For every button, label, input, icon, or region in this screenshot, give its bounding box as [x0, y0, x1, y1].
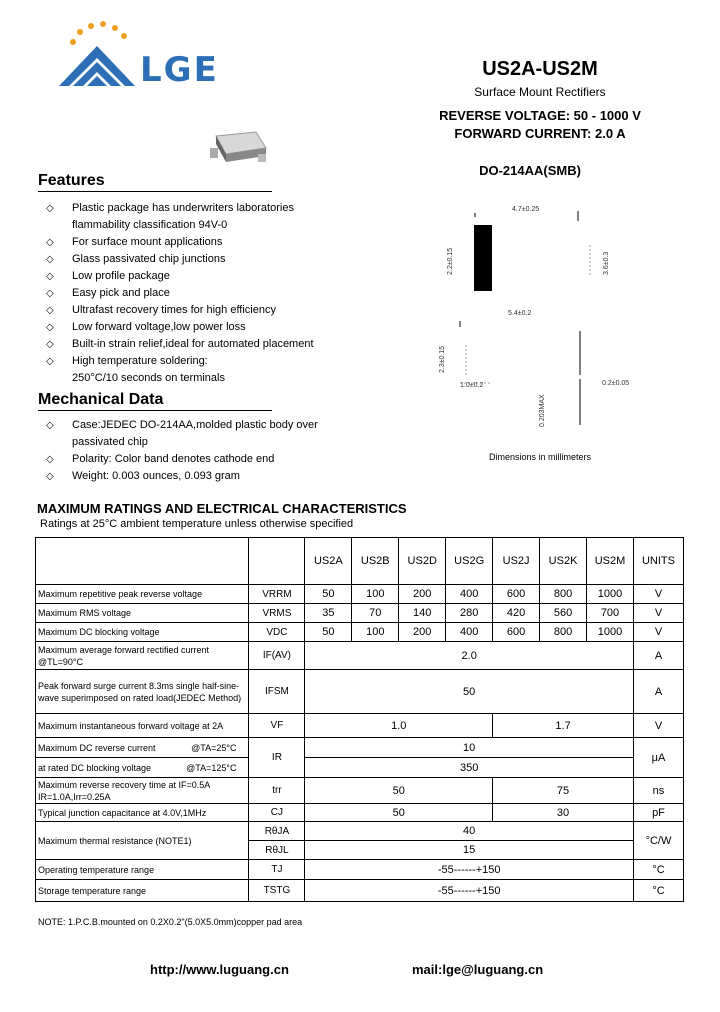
table-row: Maximum thermal resistance (NOTE1) RθJA 40 °C/W — [36, 822, 684, 841]
table-row: Maximum repetitive peak reverse voltage VRRM 50 100 200 400 600 800 1000 V — [36, 585, 684, 604]
features-list — [46, 200, 376, 387]
table-header-row — [36, 538, 684, 585]
diamond-bullet-icon: ◇ — [46, 339, 54, 350]
package-side-view — [474, 225, 492, 291]
table-row: Typical junction capacitance at 4.0V,1MHz CJ 50 30 pF — [36, 804, 684, 822]
table-row: at rated DC blocking voltage @TA=125°C 350 — [36, 758, 684, 778]
table-row: Operating temperature range TJ -55------+150 °C — [36, 860, 684, 880]
list-item: ◇ Polarity: Color band denotes cathode end — [46, 451, 376, 468]
column-header: UNITS — [633, 538, 683, 585]
list-item: ◇ Plastic package has underwriters laboratories — [46, 200, 376, 217]
diamond-bullet-icon: ◇ — [46, 420, 54, 431]
ratings-table — [35, 537, 684, 902]
package-name: DO-214AA(SMB) — [479, 163, 581, 178]
dim-label: 0.203MAX — [539, 394, 546, 427]
dim-label: 2.3±0.15 — [439, 345, 446, 373]
forward-current-spec: FORWARD CURRENT: 2.0 A — [454, 126, 626, 141]
dimension-caption: Dimensions in millimeters — [488, 452, 592, 462]
list-item: ◇ Case:JEDEC DO-214AA,molded plastic body over — [46, 417, 376, 434]
dim-label: 3.6±0.3 — [603, 251, 610, 275]
list-item: ◇ Low forward voltage,low power loss — [46, 319, 376, 336]
list-item: ◇ Weight: 0.003 ounces, 0.093 gram — [46, 468, 376, 485]
table-row: Maximum average forward rectified current @TL=90°C IF(AV) 2.0 A — [36, 642, 684, 670]
dim-label: 1.0±0.2 — [460, 382, 484, 389]
diamond-bullet-icon: ◇ — [46, 288, 54, 299]
list-item: ◇ For surface mount applications — [46, 234, 376, 251]
diamond-bullet-icon: ◇ — [46, 454, 54, 465]
column-header: US2J — [493, 538, 540, 585]
list-item: ◇ Easy pick and place — [46, 285, 376, 302]
table-row: Maximum instantaneous forward voltage at 2A VF 1.0 1.7 V — [36, 714, 684, 738]
diamond-bullet-icon: ◇ — [46, 271, 54, 282]
mechanical-heading: Mechanical Data — [38, 391, 272, 411]
table-row: RθJL 15 — [36, 841, 684, 860]
package-dimension-drawing — [430, 195, 660, 445]
diamond-bullet-icon: ◇ — [46, 254, 54, 265]
diamond-bullet-icon: ◇ — [46, 203, 54, 214]
list-item: ◇ Low profile package — [46, 268, 376, 285]
table-row: Maximum reverse recovery time at IF=0.5A IR=1.0A,Irr=0.25A trr 50 75 ns — [36, 778, 684, 804]
ratings-title: MAXIMUM RATINGS AND ELECTRICAL CHARACTERISTICS — [37, 501, 407, 516]
brand-name: LGE — [140, 50, 219, 90]
list-item: ◇ Built-in strain relief,ideal for automated placement — [46, 336, 376, 353]
column-header: US2D — [399, 538, 446, 585]
list-item: ◇ Glass passivated chip junctions — [46, 251, 376, 268]
diamond-bullet-icon: ◇ — [46, 237, 54, 248]
website-link[interactable]: http://www.luguang.cn — [150, 962, 289, 977]
ratings-subtitle: Ratings at 25°C ambient temperature unless otherwise specified — [40, 518, 354, 530]
table-note: NOTE: 1.P.C.B.mounted on 0.2X0.2"(5.0X5.0mm)copper pad area — [38, 917, 303, 927]
table-row: Maximum DC blocking voltage VDC 50 100 200 400 600 800 1000 V — [36, 623, 684, 642]
list-item: ◇ Ultrafast recovery times for high efficiency — [46, 302, 376, 319]
product-subtitle: Surface Mount Rectifiers — [474, 85, 606, 99]
table-row: Maximum RMS voltage VRMS 35 70 140 280 420 560 700 V — [36, 604, 684, 623]
column-header: US2G — [446, 538, 493, 585]
list-item: ◇ High temperature soldering: — [46, 353, 376, 370]
features-heading: Features — [38, 172, 272, 192]
reverse-voltage-spec: REVERSE VOLTAGE: 50 - 1000 V — [439, 108, 641, 123]
part-number: US2A-US2M — [482, 58, 598, 80]
dim-label: 2.2±0.15 — [447, 247, 454, 275]
list-item: flammability classification 94V-0 — [72, 219, 228, 231]
lge-logo — [55, 20, 140, 92]
email-link[interactable]: mail:lge@luguang.cn — [412, 962, 544, 977]
diamond-bullet-icon: ◇ — [46, 322, 54, 333]
dim-label: 0.2±0.05 — [602, 380, 630, 387]
logo-triangle-mark — [59, 46, 135, 86]
column-header: US2B — [352, 538, 399, 585]
table-row: Peak forward surge current 8.3ms single half-sine-wave superimposed on rated load(JEDEC Method) IFSM 50 A — [36, 670, 684, 714]
diamond-bullet-icon: ◇ — [46, 356, 54, 367]
column-header: US2A — [305, 538, 352, 585]
diamond-bullet-icon: ◇ — [46, 471, 54, 482]
column-header: US2M — [587, 538, 634, 585]
package-image — [208, 126, 270, 166]
diamond-bullet-icon: ◇ — [46, 305, 54, 316]
list-item: passivated chip — [72, 436, 148, 448]
dim-label: 5.4±0.2 — [508, 310, 532, 317]
mechanical-list — [46, 417, 376, 485]
dim-label: 4.7±0.25 — [512, 206, 540, 213]
table-row: Maximum DC reverse current @TA=25°C IR 10 μA — [36, 738, 684, 758]
column-header: US2K — [540, 538, 587, 585]
list-item: 250°C/10 seconds on terminals — [72, 372, 225, 384]
table-row: Storage temperature range TSTG -55------+150 °C — [36, 880, 684, 902]
logo-sun-dots — [70, 21, 127, 45]
